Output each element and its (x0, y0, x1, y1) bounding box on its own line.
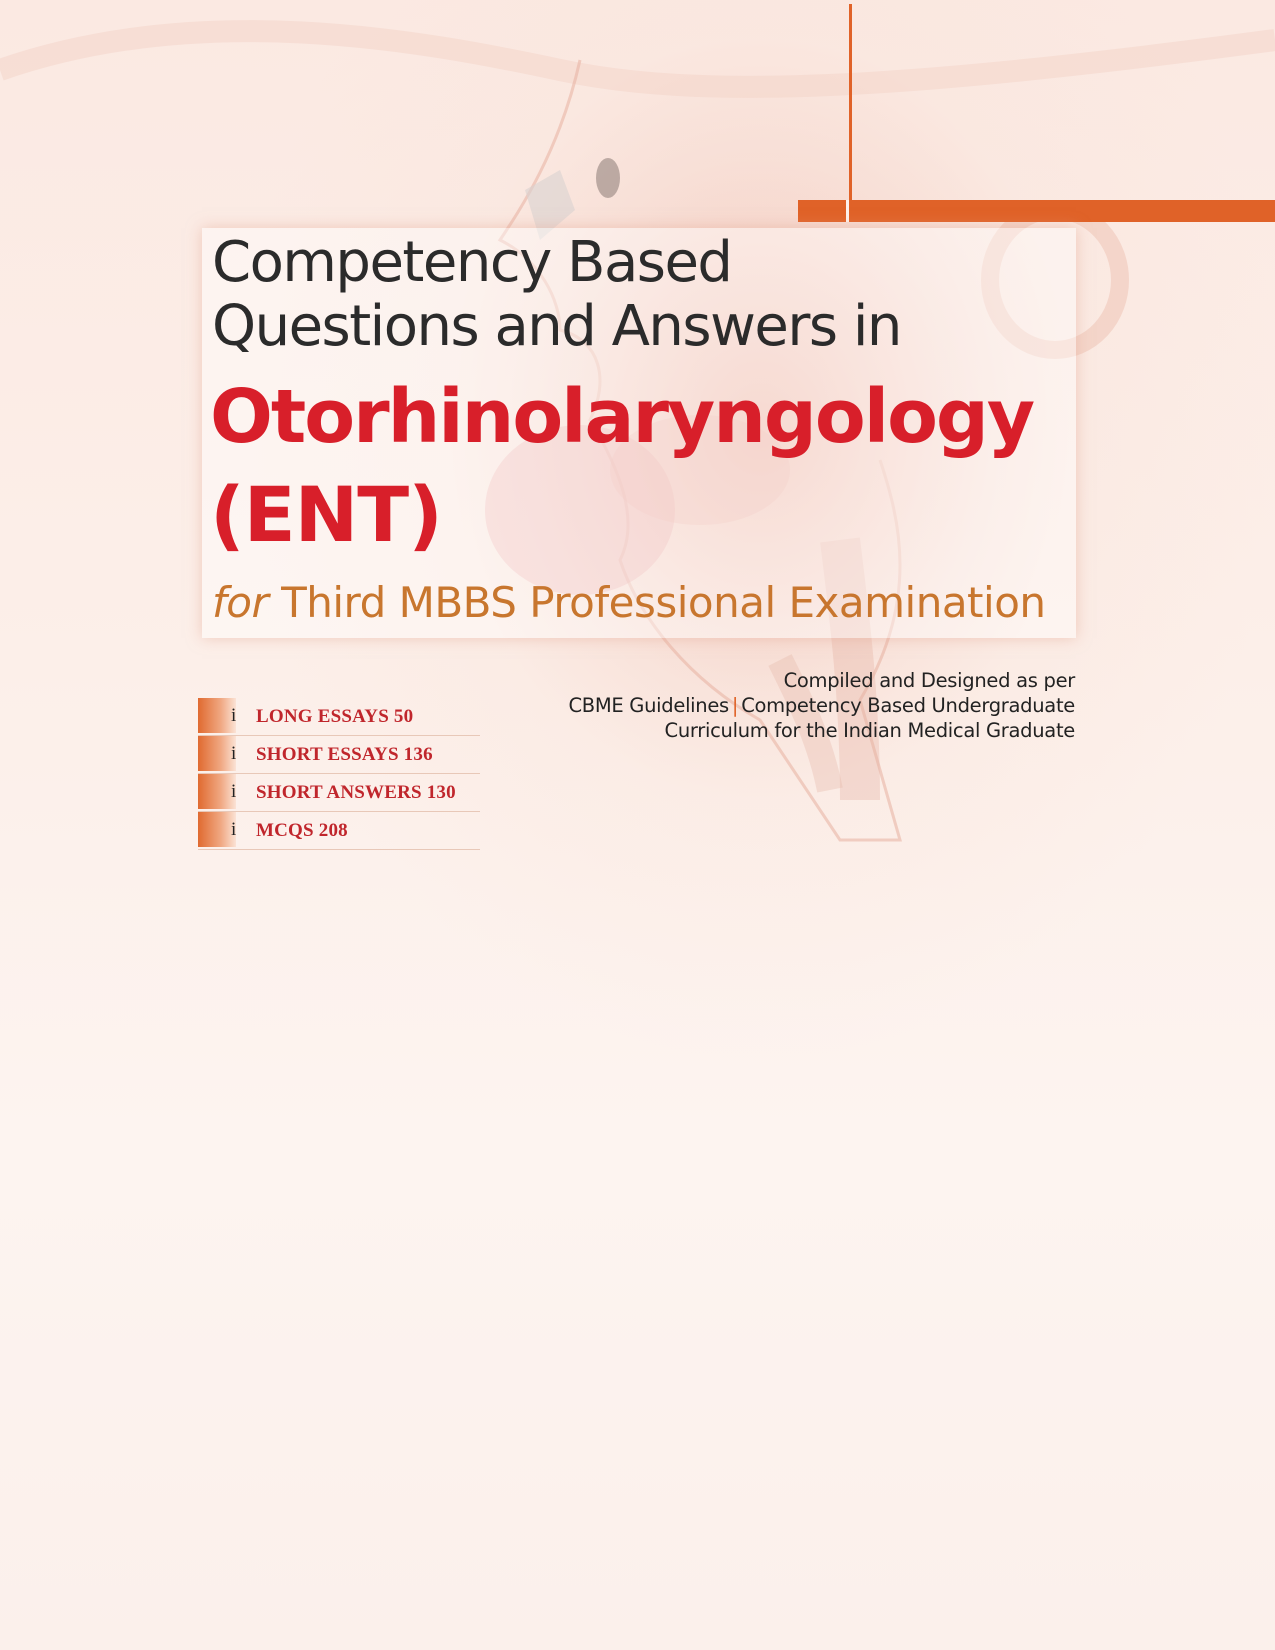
exam-subtitle (212, 578, 1046, 627)
accent-line-vertical (849, 4, 852, 218)
stat-label-short-answers: SHORT ANSWERS 130 (256, 782, 456, 803)
exam-subtitle-for: for (212, 578, 269, 627)
stat-row-short-answers (198, 774, 480, 812)
compiled-line-1: Compiled and Designed as per (783, 669, 1075, 692)
compiled-line-3: Curriculum for the Indian Medical Graduate (664, 719, 1075, 742)
stat-row-short-essays (198, 736, 480, 774)
stat-bullet: i (231, 705, 237, 726)
title-line-2: Questions and Answers in (212, 294, 901, 359)
cbme-guidelines-text: CBME Guidelines (568, 694, 729, 717)
content-stats-list (198, 698, 480, 850)
accent-bar-horizontal (798, 200, 1275, 222)
competency-text: Competency Based Undergraduate (741, 694, 1075, 717)
stat-row-long-essays (198, 698, 480, 736)
stat-label-long-essays: LONG ESSAYS 50 (256, 706, 414, 727)
stat-bullet: i (231, 781, 237, 802)
accent-bar-notch (846, 200, 849, 222)
stat-label-short-essays: SHORT ESSAYS 136 (256, 744, 433, 765)
main-title-abbreviation: (ENT) (210, 470, 442, 559)
stat-bullet: i (231, 743, 237, 764)
separator: | (731, 694, 739, 717)
title-line-1: Competency Based (212, 230, 732, 295)
compiled-line-2 (568, 693, 1075, 718)
stat-bullet: i (231, 819, 237, 840)
exam-subtitle-text: Third MBBS Professional Examination (281, 578, 1046, 627)
stat-row-mcqs (198, 812, 480, 850)
stat-label-mcqs: MCQS 208 (256, 820, 348, 841)
main-title: Otorhinolaryngology (210, 374, 1034, 460)
compiled-note (568, 668, 1075, 743)
